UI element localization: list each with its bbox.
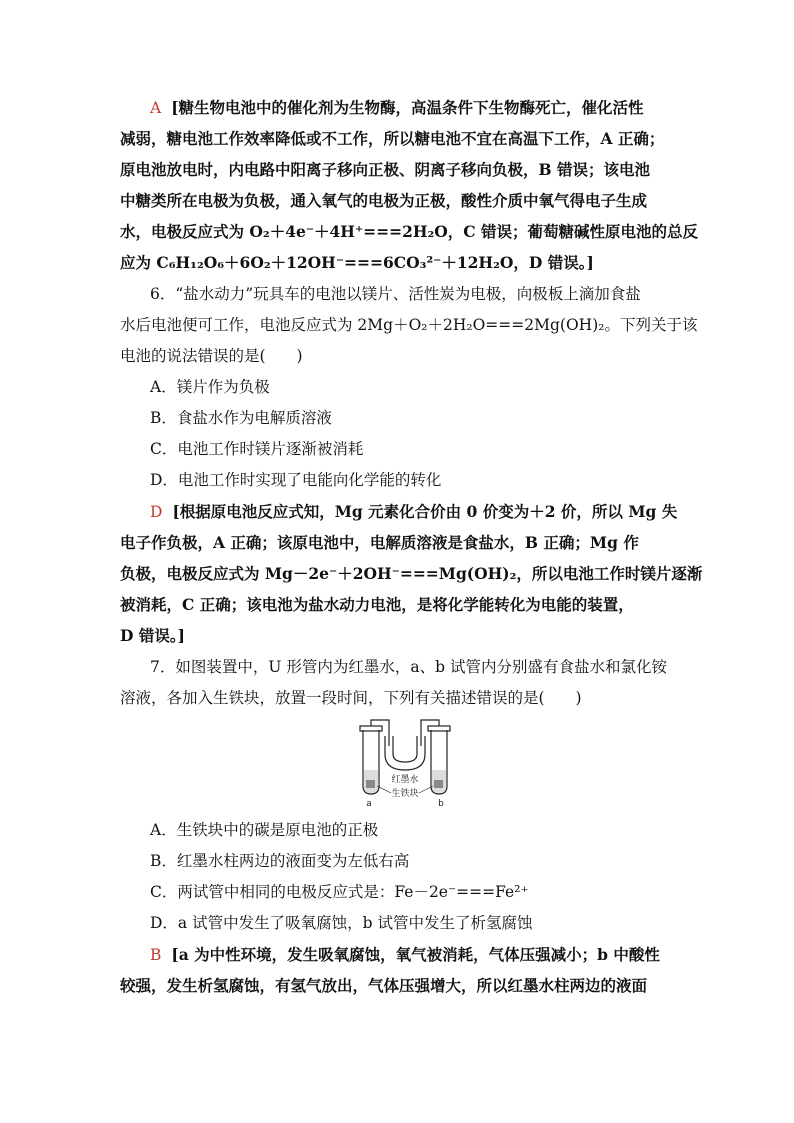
q6-option-a: A．镁片作为负极: [150, 378, 270, 396]
iron-label: 生铁块: [391, 789, 419, 799]
q7-option-d: D．a 试管中发生了吸氧腐蚀，b 试管中发生了析氢腐蚀: [150, 914, 533, 932]
q7-answer-line-2: 较强，发生析氢腐蚀，有氢气放出，气体压强增大，所以红墨水柱两边的液面: [120, 976, 648, 995]
u-tube-apparatus-figure: [345, 718, 465, 810]
q6-answer-line-5: D 错误。]: [120, 626, 185, 645]
q5-answer-line-6: 应为 C₆H₁₂O₆＋6O₂＋12OH⁻===6CO₃²⁻＋12H₂O，D 错误。]: [120, 253, 594, 272]
q5-answer-line-2: 减弱，糖电池工作效率降低或不工作，所以糖电池不宜在高温下工作，A 正确；: [120, 129, 665, 148]
q5-answer-letter: A: [150, 99, 162, 117]
q7-option-b: B．红墨水柱两边的液面变为左低右高: [150, 852, 410, 870]
q7-answer-line-1: [120, 939, 676, 970]
q6-block: [120, 279, 703, 651]
q6-answer-line-2: 电子作负极，A 正确；该原电池中，电解质溶液是食盐水，B 正确；Mg 作: [120, 533, 639, 552]
q6-answer-letter: D: [150, 503, 163, 521]
right-iron-block: [434, 780, 443, 788]
q6-stem-line-1: 6．“盐水动力”玩具车的电池以镁片、活性炭为电极，向极板上滴加食盐: [150, 285, 641, 303]
q7-stem-block: [120, 652, 676, 714]
q5-answer-line-3: 原电池放电时，内电路中阳离子移向正极、阴离子移向负极，B 错误；该电池: [120, 160, 650, 179]
q6-stem-line-3: 电池的说法错误的是( ): [120, 347, 303, 365]
u-tube-outer: [385, 736, 425, 770]
q5-answer-line-1: [120, 92, 676, 123]
right-connector-tube: [421, 720, 439, 746]
q6-option-d: D．电池工作时实现了电能向化学能的转化: [150, 471, 442, 489]
q6-option-c: C．电池工作时镁片逐渐被消耗: [150, 440, 364, 458]
left-iron-block: [366, 780, 375, 788]
q5-answer-line-4: 中糖类所在电极为负极，通入氧气的电极为正极，酸性介质中氧气得电子生成: [120, 191, 648, 210]
q5-answer-block: [120, 92, 699, 278]
q6-answer-line-3: 负极，电极反应式为 Mg－2e⁻＋2OH⁻===Mg(OH)₂，所以电池工作时镁片逐渐: [120, 564, 703, 583]
q7-answer-letter: B: [150, 946, 162, 964]
tube-a-label: a: [366, 799, 372, 809]
q7-answer-text-1: [a 为中性环境，发生吸氧腐蚀，氧气被消耗，气体压强减小；b 中酸性: [171, 945, 660, 964]
u-tube-inner: [393, 736, 417, 762]
red-ink-label: 红墨水: [391, 775, 419, 785]
q6-stem-line-2: 水后电池便可工作，电池反应式为 2Mg＋O₂＋2H₂O===2Mg(OH)₂。下列关于该: [120, 316, 698, 334]
q6-answer-line-1: [120, 496, 676, 527]
q6-option-b: B．食盐水作为电解质溶液: [150, 409, 332, 427]
left-connector-tube: [371, 720, 389, 746]
q5-answer-line-5: 水，电极反应式为 O₂＋4e⁻＋4H⁺===2H₂O，C 错误；葡萄糖碱性原电池的总反: [120, 222, 699, 241]
q7-option-a: A．生铁块中的碳是原电池的正极: [150, 821, 379, 839]
q6-answer-line-4: 被消耗，C 正确；该电池为盐水动力电池，是将化学能转化为电能的装置，: [120, 595, 634, 614]
q7-stem-line-1: 7．如图装置中，U 形管内为红墨水，a、b 试管内分别盛有食盐水和氯化铵: [150, 658, 667, 676]
q5-answer-text-1: [糖生物电池中的催化剂为生物酶，高温条件下生物酶死亡，催化活性: [171, 98, 644, 117]
q7-option-c: C．两试管中相同的电极反应式是：Fe－2e⁻===Fe²⁺: [150, 883, 529, 901]
q7-stem-line-2: 溶液，各加入生铁块，放置一段时间，下列有关描述错误的是( ): [120, 689, 582, 707]
q6-answer-text-1: [根据原电池反应式知，Mg 元素化合价由 0 价变为＋2 价，所以 Mg 失: [172, 502, 678, 521]
q7-options-block: [120, 815, 676, 1001]
tube-b-label: b: [438, 799, 444, 809]
